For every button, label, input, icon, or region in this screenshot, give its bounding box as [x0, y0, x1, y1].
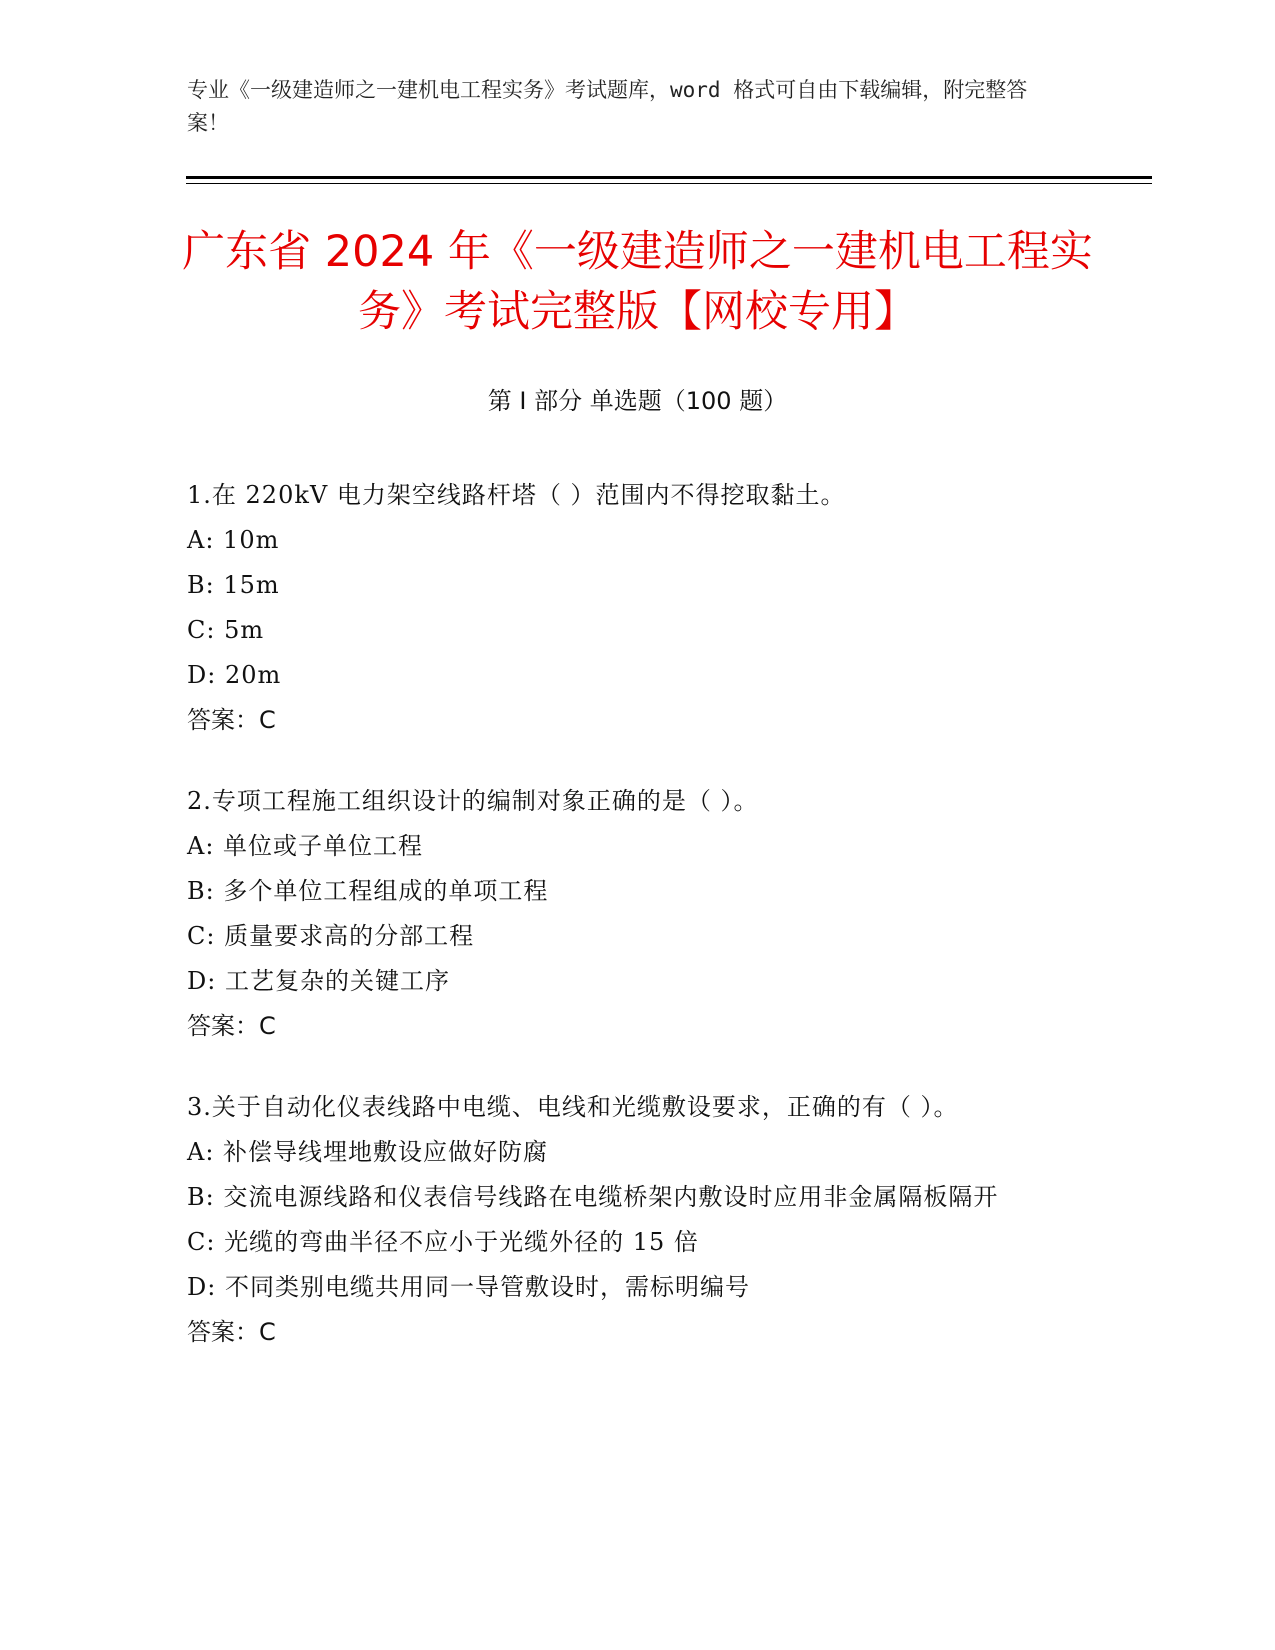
question-2: [187, 779, 1087, 1049]
question-3: [187, 1085, 1087, 1355]
header-rule-thick: [186, 176, 1152, 179]
option-c: C: 光缆的弯曲半径不应小于光缆外径的 15 倍: [187, 1228, 699, 1256]
option-b: B: 交流电源线路和仪表信号线路在电缆桥架内敷设时应用非金属隔板隔开: [187, 1183, 999, 1211]
option-d: D: 20m: [187, 661, 282, 689]
question-stem: 3.关于自动化仪表线路中电缆、电线和光缆敷设要求，正确的有（ ）。: [187, 1093, 959, 1121]
question-list: [187, 473, 1087, 1391]
option-b: B: 15m: [187, 571, 280, 599]
option-d: D: 不同类别电缆共用同一导管敷设时，需标明编号: [187, 1273, 750, 1301]
option-c: C: 5m: [187, 616, 265, 644]
header-rule-thin: [186, 183, 1152, 184]
header-note: 专业《一级建造师之一建机电工程实务》考试题库，word 格式可自由下载编辑，附完整答案！: [187, 78, 1028, 135]
question-stem: 2.专项工程施工组织设计的编制对象正确的是（ ）。: [187, 787, 759, 815]
option-b: B: 多个单位工程组成的单项工程: [187, 877, 549, 905]
answer-line: 答案：C: [187, 706, 276, 734]
section-heading: 第 I 部分 单选题（100 题）: [487, 387, 788, 415]
option-d: D: 工艺复杂的关键工序: [187, 967, 450, 995]
question-1: [187, 473, 1087, 743]
option-a: A: 单位或子单位工程: [187, 832, 424, 860]
option-a: A: 10m: [187, 526, 280, 554]
question-stem: 1.在 220kV 电力架空线路杆塔（ ）范围内不得挖取黏土。: [187, 481, 846, 509]
option-c: C: 质量要求高的分部工程: [187, 922, 475, 950]
answer-line: 答案：C: [187, 1012, 276, 1040]
answer-line: 答案：C: [187, 1318, 276, 1346]
option-a: A: 补偿导线埋地敷设应做好防腐: [187, 1138, 549, 1166]
document-title: 广东省 2024 年《一级建造师之一建机电工程实务》考试完整版【网校专用】: [182, 227, 1093, 337]
